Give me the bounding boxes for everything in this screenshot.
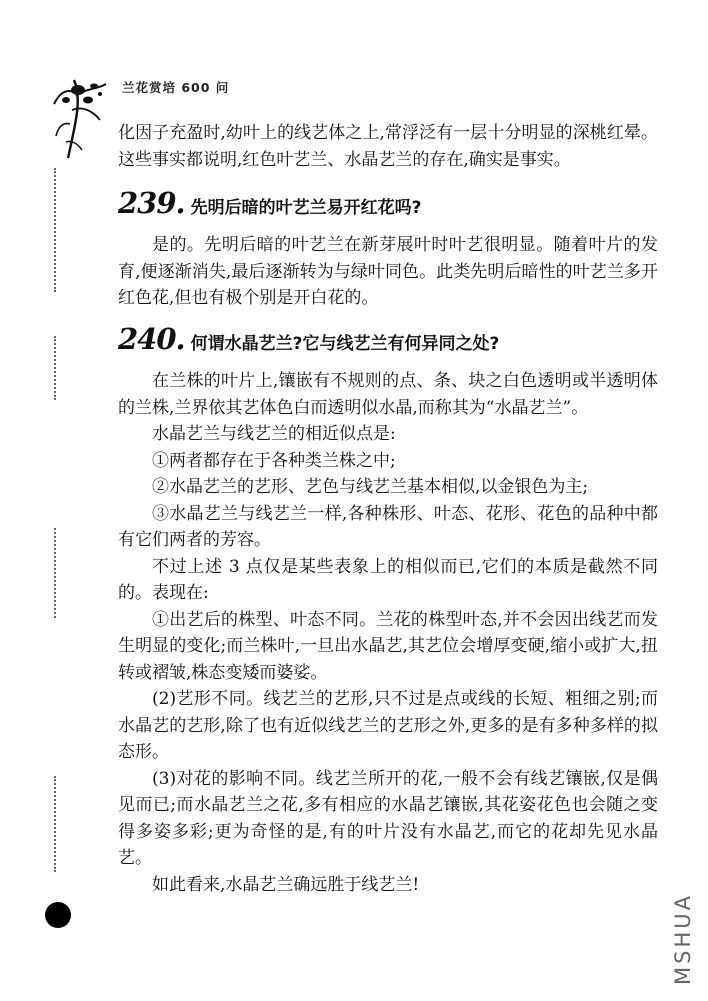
dotted-rule <box>54 336 59 400</box>
watermark: MSHUA <box>671 893 695 985</box>
paragraph: 是的。先明后暗的叶艺兰在新芽展叶时叶艺很明显。随着叶片的发育,便逐渐消失,最后逐渐转为与绿叶同色。此类先明后暗性的叶艺兰多开红色花,但也有极个别是开白花的。 <box>118 235 658 308</box>
question-title: 先明后暗的叶艺兰易开红花吗? <box>190 198 422 218</box>
answer-240 <box>118 368 658 898</box>
running-head: 兰花赏培 600 问 <box>122 80 230 95</box>
question-title: 何谓水晶艺兰?它与线艺兰有何异同之处? <box>190 334 500 354</box>
page-marker-dot <box>45 902 71 928</box>
dotted-rule <box>54 528 59 618</box>
paragraph: (3)对花的影响不同。线艺兰所开的花,一般不会有线艺镶嵌,仅是偶见而已;而水晶艺兰之花,多有相应的水晶艺镶嵌,其花姿花色也会随之变得多姿多彩;更为奇怪的是,有的叶片没有水晶艺,而它的花却先见水晶艺。 <box>118 768 658 868</box>
paragraph: ③水晶艺兰与线艺兰一样,各种株形、叶态、花形、花色的品种中都有它们两者的芳容。 <box>118 503 658 550</box>
paragraph: (2)艺形不同。线艺兰的艺形,只不过是点或线的长短、粗细之别;而水晶艺的艺形,除了也有近似线艺兰的艺形之外,更多的是有多种多样的拟态形。 <box>118 689 658 762</box>
paragraph: ①出艺后的株型、叶态不同。兰花的株型叶态,并不会因出线艺而发生明显的变化;而兰株叶,一旦出水晶艺,其艺位会增厚变硬,缩小或扩大,扭转或褶皱,株态变矮而婆娑。 <box>118 609 658 683</box>
question-number: 239. <box>118 186 185 220</box>
orchid-icon <box>52 70 110 162</box>
paragraph: ①两者都存在于各种类兰株之中; <box>152 450 396 471</box>
question-239-heading <box>118 186 422 220</box>
question-240-heading <box>118 322 499 356</box>
answer-239 <box>118 232 658 312</box>
paragraph: 水晶艺兰与线艺兰的相近似点是: <box>152 424 396 444</box>
dotted-rule <box>54 168 59 292</box>
paragraph: 如此看来,水晶艺兰确远胜于线艺兰! <box>152 874 420 895</box>
paragraph: 不过上述 3 点仅是某些表象上的相似而已,它们的本质是截然不同的。表现在: <box>118 556 658 603</box>
paragraph: 在兰株的叶片上,镶嵌有不规则的点、条、块之白色透明或半透明体的兰株,兰界依其艺体色白而透明似水晶,而称其为“水晶艺兰”。 <box>118 371 658 418</box>
paragraph: 化因子充盈时,幼叶上的线艺体之上,常浮泛有一层十分明显的深桃红晕。这些事实都说明,红色叶艺兰、水晶艺兰的存在,确实是事实。 <box>118 123 658 170</box>
paragraph: ②水晶艺兰的艺形、艺色与线艺兰基本相似,以金银色为主; <box>152 477 589 497</box>
intro-paragraph <box>118 120 658 173</box>
question-number: 240. <box>118 322 185 356</box>
dotted-rule <box>54 776 59 872</box>
